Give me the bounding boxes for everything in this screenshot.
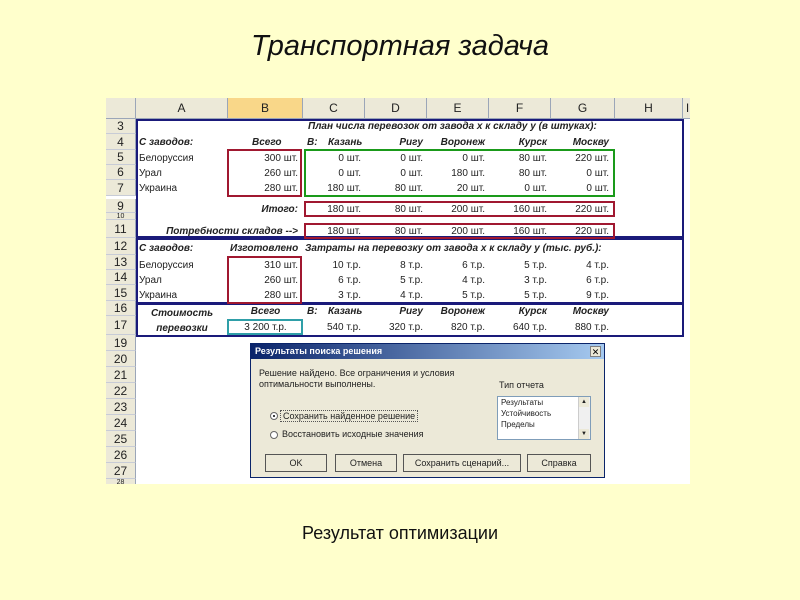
cost-section-frame xyxy=(136,238,684,304)
column-header-b[interactable]: B xyxy=(228,98,303,119)
warehouse-header: Ригу xyxy=(399,137,423,148)
to-label: В: xyxy=(307,137,318,148)
itogo-cell: 80 шт. xyxy=(394,204,423,215)
itogo-cell: 160 шт. xyxy=(513,204,547,215)
cancel-button[interactable]: Отмена xyxy=(335,454,397,472)
slide-caption: Результат оптимизации xyxy=(301,523,499,543)
row-header[interactable]: 6 xyxy=(106,165,136,180)
cost-plants-label: С заводов: xyxy=(139,243,194,254)
ok-button[interactable]: OK xyxy=(265,454,327,472)
demand-cell: 80 шт. xyxy=(394,226,423,237)
plant-total: 280 шт. xyxy=(264,183,298,194)
plan-cell: 80 шт. xyxy=(518,168,547,179)
row-header[interactable]: 13 xyxy=(106,255,136,270)
warehouse-header: Москву xyxy=(572,137,609,148)
close-icon[interactable]: ✕ xyxy=(591,347,600,357)
demand-label: Потребности складов --> xyxy=(166,226,298,237)
report-type-list[interactable] xyxy=(497,396,591,440)
plan-cell: 80 шт. xyxy=(518,153,547,164)
plan-cell: 20 шт. xyxy=(456,183,485,194)
row-header[interactable]: 26 xyxy=(106,447,136,463)
plant-name: Урал xyxy=(139,168,162,179)
row-header[interactable]: 10 xyxy=(106,213,136,220)
warehouse-header: Москву xyxy=(572,306,609,317)
made-label: Изготовлено xyxy=(230,243,299,254)
cost-cell: 9 т.р. xyxy=(586,290,609,301)
dialog-title: Результаты поиска решения xyxy=(251,344,604,359)
dialog-message-line2: оптимальности выполнены. xyxy=(259,379,376,389)
plan-cell: 180 шт. xyxy=(451,168,485,179)
plant-name: Урал xyxy=(139,275,162,286)
row-header[interactable]: 25 xyxy=(106,431,136,447)
plant-made: 310 шт. xyxy=(264,260,298,271)
scroll-up-icon[interactable]: ▲ xyxy=(579,397,589,407)
demand-cell: 200 шт. xyxy=(451,226,485,237)
to-label: В: xyxy=(307,306,318,317)
column-header-g[interactable]: G xyxy=(551,98,615,119)
cost-total-box xyxy=(227,319,303,335)
cost-total-cell[interactable]: 3 200 т.р. xyxy=(244,322,287,333)
cost-cell: 8 т.р. xyxy=(400,260,423,271)
warehouse-header: Казань xyxy=(328,137,363,148)
plant-total: 300 шт. xyxy=(264,153,298,164)
cost-heading: Затраты на перевозку от завода x к складу y (тыс. руб.): xyxy=(305,243,602,254)
row-header[interactable]: 15 xyxy=(106,285,136,301)
demand-cell: 180 шт. xyxy=(327,226,361,237)
plant-name: Украина xyxy=(139,183,178,194)
column-header-h[interactable]: H xyxy=(615,98,683,119)
row-header[interactable]: 11 xyxy=(106,220,136,238)
warehouse-header: Воронеж xyxy=(440,306,485,317)
plan-cell: 0 шт. xyxy=(400,153,423,164)
plan-cell: 0 шт. xyxy=(586,183,609,194)
cost-cell: 5 т.р. xyxy=(524,290,547,301)
row-header[interactable]: 19 xyxy=(106,335,136,351)
row-header[interactable]: 23 xyxy=(106,399,136,415)
cost-cell: 4 т.р. xyxy=(400,290,423,301)
plant-made: 260 шт. xyxy=(264,275,298,286)
cost-cell: 5 т.р. xyxy=(400,275,423,286)
plan-heading: План числа перевозок от завода x к складу y (в штуках): xyxy=(308,121,597,132)
cost-cell: 3 т.р. xyxy=(338,290,361,301)
scroll-down-icon[interactable]: ▼ xyxy=(579,429,589,439)
dialog-message-line1: Решение найдено. Все ограничения и условия xyxy=(259,368,455,378)
cost-per-warehouse-cell: 320 т.р. xyxy=(388,322,423,333)
demand-cell: 220 шт. xyxy=(575,226,609,237)
cost-cell: 5 т.р. xyxy=(462,290,485,301)
row-header[interactable]: 28 xyxy=(106,479,136,484)
list-item[interactable]: Результаты xyxy=(501,398,544,407)
row-header[interactable]: 27 xyxy=(106,463,136,479)
plant-name: Украина xyxy=(139,290,178,301)
plan-cell: 220 шт. xyxy=(575,153,609,164)
made-box xyxy=(227,256,302,304)
plan-cell: 0 шт. xyxy=(586,168,609,179)
demand-box xyxy=(304,223,615,239)
plant-made: 280 шт. xyxy=(264,290,298,301)
cost-cell: 6 т.р. xyxy=(462,260,485,271)
column-header-c[interactable]: C xyxy=(303,98,365,119)
plan-cell: 80 шт. xyxy=(394,183,423,194)
itogo-cell: 220 шт. xyxy=(575,204,609,215)
warehouse-header: Курск xyxy=(518,306,547,317)
cost-cell: 4 т.р. xyxy=(462,275,485,286)
itogo-cell: 180 шт. xyxy=(327,204,361,215)
plan-values-box xyxy=(304,149,615,197)
row-header[interactable]: 16 xyxy=(106,301,136,316)
plan-cell: 0 шт. xyxy=(338,168,361,179)
cost-per-warehouse-cell: 880 т.р. xyxy=(574,322,609,333)
cost-cell: 5 т.р. xyxy=(524,260,547,271)
plant-total: 260 шт. xyxy=(264,168,298,179)
column-header-d[interactable]: D xyxy=(365,98,427,119)
solver-results-dialog xyxy=(250,343,605,478)
list-item[interactable]: Пределы xyxy=(501,420,535,429)
row-header[interactable]: 17 xyxy=(106,316,136,335)
plan-cell: 0 шт. xyxy=(338,153,361,164)
plan-cell: 0 шт. xyxy=(400,168,423,179)
cost-per-warehouse-cell: 640 т.р. xyxy=(512,322,547,333)
cost-per-warehouse-cell: 540 т.р. xyxy=(326,322,361,333)
cost-label-line2: перевозки xyxy=(156,323,208,334)
row-header[interactable]: 12 xyxy=(106,238,136,255)
column-header-e[interactable]: E xyxy=(427,98,489,119)
row-header[interactable]: 4 xyxy=(106,134,136,150)
select-all-corner[interactable] xyxy=(106,98,136,119)
itogo-box xyxy=(304,201,615,217)
row-header[interactable]: 22 xyxy=(106,383,136,399)
cost-total-header: Всего xyxy=(250,306,281,317)
help-button[interactable]: Справка xyxy=(527,454,591,472)
column-header-f[interactable]: F xyxy=(489,98,551,119)
warehouse-header: Ригу xyxy=(399,306,423,317)
row-header[interactable]: 9 xyxy=(106,199,136,213)
plan-cell: 0 шт. xyxy=(524,183,547,194)
demand-cell: 160 шт. xyxy=(513,226,547,237)
total-header: Всего xyxy=(252,137,282,148)
cost-per-warehouse-cell: 820 т.р. xyxy=(450,322,485,333)
row-header[interactable]: 21 xyxy=(106,367,136,383)
warehouse-header: Казань xyxy=(328,306,363,317)
from-plants-label: С заводов: xyxy=(139,137,194,148)
cost-cell: 10 т.р. xyxy=(332,260,361,271)
restore-values-radio[interactable] xyxy=(270,431,278,439)
row-header[interactable]: 24 xyxy=(106,415,136,431)
row-header[interactable]: 7 xyxy=(106,180,136,196)
save-scenario-button[interactable]: Сохранить сценарий... xyxy=(403,454,521,472)
warehouse-header: Курск xyxy=(518,137,547,148)
plant-name: Белоруссия xyxy=(139,153,194,164)
list-item[interactable]: Устойчивость xyxy=(501,409,552,418)
row-header[interactable]: 20 xyxy=(106,351,136,367)
cost-cell: 3 т.р. xyxy=(524,275,547,286)
warehouse-header: Воронеж xyxy=(440,137,485,148)
itogo-label: Итого: xyxy=(261,204,298,215)
restore-values-label[interactable]: Восстановить исходные значения xyxy=(282,429,424,439)
cost-label-line1: Стоимость xyxy=(150,308,214,319)
plan-cell: 180 шт. xyxy=(327,183,361,194)
keep-solution-label[interactable]: Сохранить найденное решение xyxy=(280,410,418,422)
slide-title: Транспортная задача xyxy=(250,30,550,62)
cost-cell: 6 т.р. xyxy=(586,275,609,286)
column-header-a[interactable]: A xyxy=(136,98,228,119)
column-header-i[interactable]: I xyxy=(683,98,690,119)
row-header[interactable]: 5 xyxy=(106,150,136,165)
cost-cell: 6 т.р. xyxy=(338,275,361,286)
keep-solution-radio[interactable] xyxy=(270,412,278,420)
report-type-label: Тип отчета xyxy=(499,380,544,390)
itogo-cell: 200 шт. xyxy=(451,204,485,215)
total-section-frame xyxy=(136,303,684,337)
plant-name: Белоруссия xyxy=(139,260,194,271)
row-header[interactable]: 14 xyxy=(106,270,136,285)
row-header[interactable]: 3 xyxy=(106,119,136,134)
cost-cell: 4 т.р. xyxy=(586,260,609,271)
list-scrollbar[interactable] xyxy=(578,397,590,439)
plan-cell: 0 шт. xyxy=(462,153,485,164)
plan-totals-box xyxy=(227,149,302,197)
